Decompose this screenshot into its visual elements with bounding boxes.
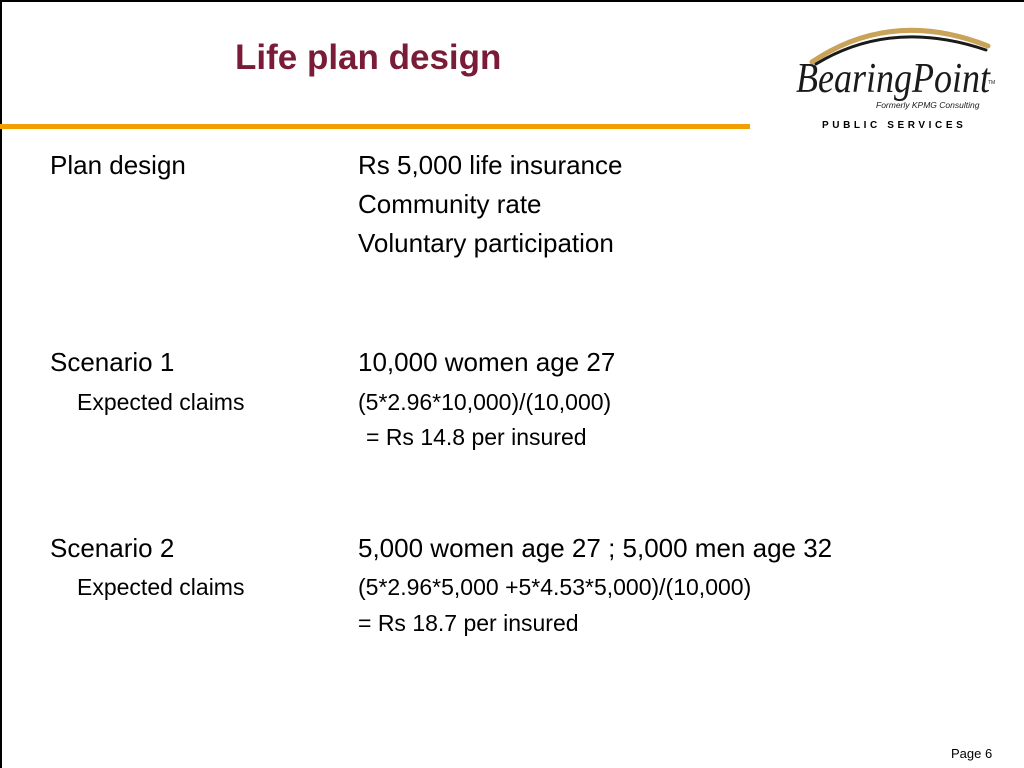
plan-design-label: Plan design	[50, 150, 186, 180]
scenario-2-label: Scenario 2	[50, 533, 175, 563]
plan-line-rating: Community rate	[358, 189, 542, 219]
slide-left-border	[0, 0, 2, 768]
scenario-1-formula: (5*2.96*10,000)/(10,000)	[358, 389, 612, 415]
scenario-1-claims-label: Expected claims	[77, 389, 245, 415]
scenario-2-description: 5,000 women age 27 ; 5,000 men age 32	[358, 533, 833, 563]
slide-title: Life plan design	[235, 38, 502, 77]
logo-wordmark: BearingPoint	[796, 56, 992, 102]
scenario-1-result: = Rs 14.8 per insured	[366, 424, 587, 450]
scenario-1-description: 10,000 women age 27	[358, 347, 616, 377]
scenario-2-claims-label: Expected claims	[77, 574, 245, 600]
logo-tagline: Formerly KPMG Consulting	[876, 100, 980, 110]
scenario-1-label: Scenario 1	[50, 347, 175, 377]
scenario-2-formula: (5*2.96*5,000 +5*4.53*5,000)/(10,000)	[358, 574, 752, 600]
plan-line-coverage: Rs 5,000 life insurance	[358, 150, 623, 180]
logo-trademark: TM	[988, 80, 996, 86]
page-number: Page 6	[951, 746, 993, 761]
title-underline-rule	[0, 124, 750, 129]
logo-graphic	[792, 20, 998, 116]
scenario-2-result: = Rs 18.7 per insured	[358, 610, 579, 636]
division-label: PUBLIC SERVICES	[822, 120, 967, 131]
plan-line-participation: Voluntary participation	[358, 228, 614, 258]
bearingpoint-logo	[792, 20, 998, 116]
slide-top-border	[0, 0, 1024, 2]
